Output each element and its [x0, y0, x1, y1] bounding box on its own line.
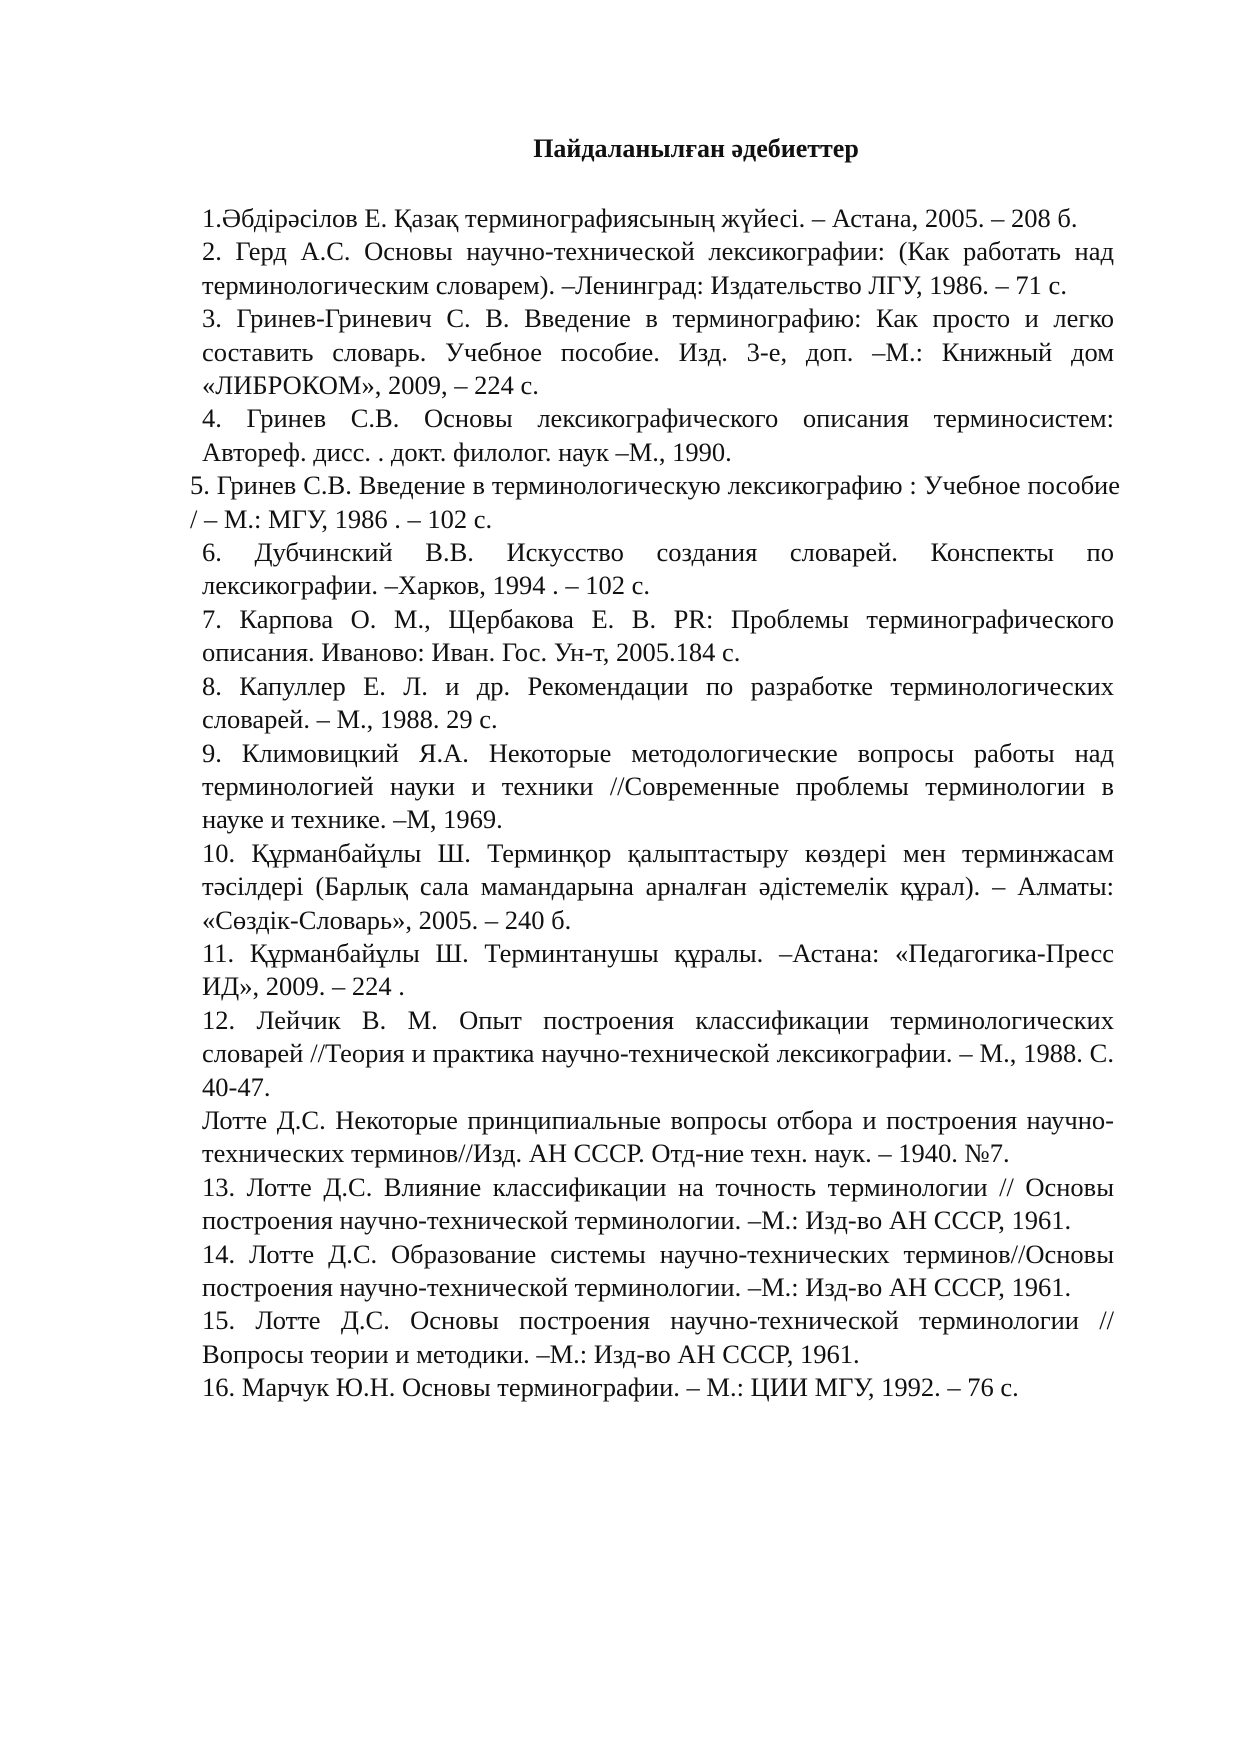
bibliography-entry-10: 10. Құрманбайұлы Ш. Терминқор қалыптастыру көздері мен терминжасам тәсілдері (Барлық сала мамандарына арналған әдістемелік құрал). – Алматы: «Сөздік-Словарь», 2005. – 240 б. — [202, 837, 1114, 935]
bibliography-entry-6: 6. Дубчинский В.В. Искусство создания словарей. Конспекты по лексикографии. –Харков, 1994 . – 102 с. — [202, 537, 1114, 601]
bibliography-entry-1: 1.Әбдірәсілов Е. Қазақ терминографиясының жүйесі. – Астана, 2005. – 208 б. — [202, 203, 1078, 233]
bibliography-list — [190, 202, 1120, 1405]
bibliography-entry-9: 9. Климовицкий Я.А. Некоторые методологические вопросы работы над терминологией науки и техники //Современные проблемы терминологии в науке и технике. –М, 1969. — [202, 737, 1114, 835]
bibliography-entry-2: 2. Герд А.С. Основы научно-технической лексикографии: (Как работать над терминологическим словарем). –Ленинград: Издательство ЛГУ, 1986. – 71 с. — [202, 236, 1114, 300]
bibliography-entry-11: 11. Құрманбайұлы Ш. Терминтанушы құралы. –Астана: «Педагогика-Пресс ИД», 2009. – 224 . — [202, 937, 1114, 1002]
page-title: Пайдаланылған әдебиеттер — [533, 134, 859, 163]
bibliography-entry-13: 13. Лотте Д.С. Влияние классификации на точность терминологии // Основы построения научно-технической терминологии. –М.: Изд-во АН СССР, 1961. — [202, 1171, 1114, 1236]
bibliography-entry-7: 7. Карпова О. М., Щербакова Е. В. PR: Проблемы терминографического описания. Иваново: Иван. Гос. Ун-т, 2005.184 с. — [202, 603, 1114, 668]
bibliography-entry-unnumbered: Лотте Д.С. Некоторые принципиальные вопросы отбора и построения научно-технических терминов//Изд. АН СССР. Отд-ние техн. наук. – 1940. №7. — [202, 1104, 1114, 1169]
bibliography-entry-16: 16. Марчук Ю.Н. Основы терминографии. – М.: ЦИИ МГУ, 1992. – 76 с. — [202, 1372, 1019, 1403]
bibliography-entry-12: 12. Лейчик В. М. Опыт построения классификации терминологических словарей //Теория и практика научно-технической лексикографии. – М., 1988. С. 40-47. — [202, 1004, 1114, 1102]
bibliography-entry-4: 4. Гринев С.В. Основы лексикографического описания терминосистем: Автореф. дисс. . докт. филолог. наук –М., 1990. — [202, 403, 1114, 467]
bibliography-entry-3: 3. Гринев-Гриневич С. В. Введение в терминографию: Как просто и легко составить словарь. Учебное пособие. Изд. 3-е, доп. –М.: Книжный дом «ЛИБРОКОМ», 2009, – 224 с. — [202, 303, 1114, 401]
bibliography-entry-5: 5. Гринев С.В. Введение в терминологическую лексикографию : Учебное пособие / – М.: МГУ, 1986 . – 102 с. — [190, 470, 1120, 534]
bibliography-entry-15: 15. Лотте Д.С. Основы построения научно-технической терминологии // Вопросы теории и методики. –М.: Изд-во АН СССР, 1961. — [202, 1305, 1114, 1369]
bibliography-entry-8: 8. Капуллер Е. Л. и др. Рекомендации по разработке терминологических словарей. – М., 1988. 29 с. — [202, 670, 1114, 735]
bibliography-entry-14: 14. Лотте Д.С. Образование системы научно-технических терминов//Основы построения научно-технической терминологии. –М.: Изд-во АН СССР, 1961. — [202, 1238, 1114, 1302]
